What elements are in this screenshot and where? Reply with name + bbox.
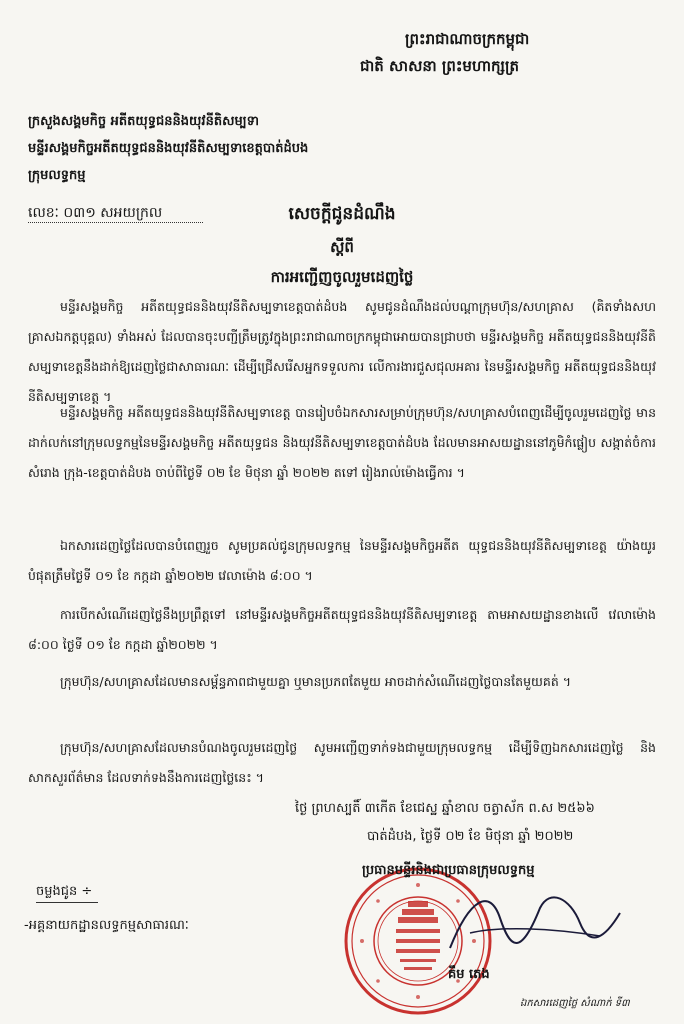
ministry-name: ក្រសួងសង្គមកិច្ច អតីតយុទ្ធជននិងយុវនីតិសម្បទា	[28, 114, 259, 129]
national-motto: ជាតិ សាសនា ព្រះមហាក្សត្រ	[360, 57, 519, 75]
unit-name: ក្រុមលទ្ធកម្ម	[28, 168, 86, 183]
body-paragraph: ឯកសារដេញថ្លៃដែលបានបំពេញរួច សូមប្រគល់ជូនក្រុមលទ្ធកម្ម នៃមន្ទីរសង្គមកិច្ចអតីត យុទ្ធជននិងយុវនីតិសម្បទាខេត្ត យ៉ាងយូរបំផុតត្រឹមថ្ងៃទី ០១ ខែ កក្កដា ឆ្នាំ២០២២ វេលាម៉ោង ៨:០០ ។	[28, 538, 656, 583]
recipient-item: -អគ្គនាយកដ្ឋានលទ្ធកម្មសាធារណៈ	[24, 918, 189, 933]
document-title: សេចក្តីជូនដំណឹង	[288, 204, 396, 224]
copy-to-underline	[36, 902, 98, 903]
reference-number: លេខៈ ០៣១ សអយក្រល	[28, 205, 163, 221]
copy-to-heading: ចម្លងជូន ÷	[36, 884, 93, 899]
department-name: មន្ទីរសង្គមកិច្ចអតីតយុទ្ធជននិងយុវនីតិសម្បទាខេត្តបាត់ដំបង	[28, 141, 309, 156]
handwritten-signature	[430, 878, 630, 968]
handwritten-footnote: ឯកសារដេញថ្លៃ សំណាក់ ទី៣	[520, 998, 630, 1009]
body-paragraph: មន្ទីរសង្គមកិច្ច អតីតយុទ្ធជននិងយុវនីតិសម្បទាខេត្ត បានរៀបចំឯកសារសម្រាប់ក្រុមហ៊ុន/សហគ្រាសបំពេញដើម្បីចូលរួមដេញថ្លៃ មានដាក់លក់នៅក្រុមលទ្ធកម្មនៃមន្ទីរសង្គមកិច្ច អតីតយុទ្ធជន និងយុវនីតិសម្បទាខេត្តបាត់ដំបង ដែលមានអាសយដ្ឋាននៅភូមិកំផ្លៀប សង្កាត់ចំការ សំរោង ក្រុង-ខេត្តបាត់ដំបង ចាប់ពីថ្ងៃទី ០២ ខែ មិថុនា ឆ្នាំ ២០២២ តទៅ រៀងរាល់ម៉ោងធ្វើការ ។	[28, 405, 656, 480]
body-paragraph: ក្រុមហ៊ុន/សហគ្រាសដែលមានសម្ព័ន្ធភាពជាមួយគ្នា ឬមានប្រភពតែមួយ អាចដាក់សំណើដេញថ្លៃបានតែមួយគត់ ។	[60, 674, 572, 689]
body-paragraph: ក្រុមហ៊ុន/សហគ្រាសដែលមានបំណងចូលរួមដេញថ្លៃ សូមអញ្ជើញទាក់ទងជាមួយក្រុមលទ្ធកម្ម ដើម្បីទិញឯកសារដេញថ្លៃ និងសាកសួរព័ត៌មាន ដែលទាក់ទងនឹងការដេញថ្លៃនេះ ។	[28, 740, 656, 785]
place-and-date: បាត់ដំបង, ថ្ងៃទី ០២ ខែ មិថុនា ឆ្នាំ ២០២២	[367, 829, 574, 844]
signatory-title: ប្រធានមន្ទីរនិងជាប្រធានក្រុមលទ្ធកម្ម	[362, 863, 535, 878]
kingdom-heading: ព្រះរាជាណាចក្រកម្ពុជា	[405, 30, 530, 48]
signatory-name: គឹម តេង	[448, 967, 490, 982]
lunar-date: ថ្ងៃ ព្រហស្បតិ៍ ៣កើត ខែជេស្ឋ ឆ្នាំខាល ចត្វាស័ក ព.ស ២៥៦៦	[295, 801, 595, 816]
subject-text: ការអញ្ជើញចូលរួមដេញថ្លៃ	[270, 268, 414, 286]
subject-label: ស្តីពី	[330, 238, 354, 256]
body-paragraph: មន្ទីរសង្គមកិច្ច អតីតយុទ្ធជននិងយុវនីតិសម្បទាខេត្តបាត់ដំបង សូមជូនដំណឹងដល់បណ្តាក្រុមហ៊ុន/សហគ្រាស (គិតទាំងសហគ្រាសឯកត្តបុគ្គល) ទាំងអស់ ដែលបានចុះបញ្ជីត្រឹមត្រូវក្នុងព្រះរាជាណាចក្រកម្ពុជាអោយបានជ្រាបថា មន្ទីរសង្គមកិច្ច អតីតយុទ្ធជននិងយុវនីតិសម្បទាខេត្តនឹងដាក់ឱ្យដេញថ្លៃជាសាធារណៈ ដើម្បីជ្រើសរើសអ្នកទទួលការ លើការងារជួសជុលអគារ នៃមន្ទីរសង្គមកិច្ច អតីតយុទ្ធជននិងយុវនីតិសម្បទាខេត្ត ។	[28, 299, 656, 404]
body-paragraph: ការបើកសំណើដេញថ្លៃនឹងប្រព្រឹត្តទៅ នៅមន្ទីរសង្គមកិច្ចអតីតយុទ្ធជននិងយុវនីតិសម្បទាខេត្ត តាមអាសយដ្ឋានខាងលើ វេលាម៉ោង ៨:០០ ថ្ងៃទី ០១ ខែ កក្កដា ឆ្នាំ២០២២ ។	[28, 607, 656, 652]
